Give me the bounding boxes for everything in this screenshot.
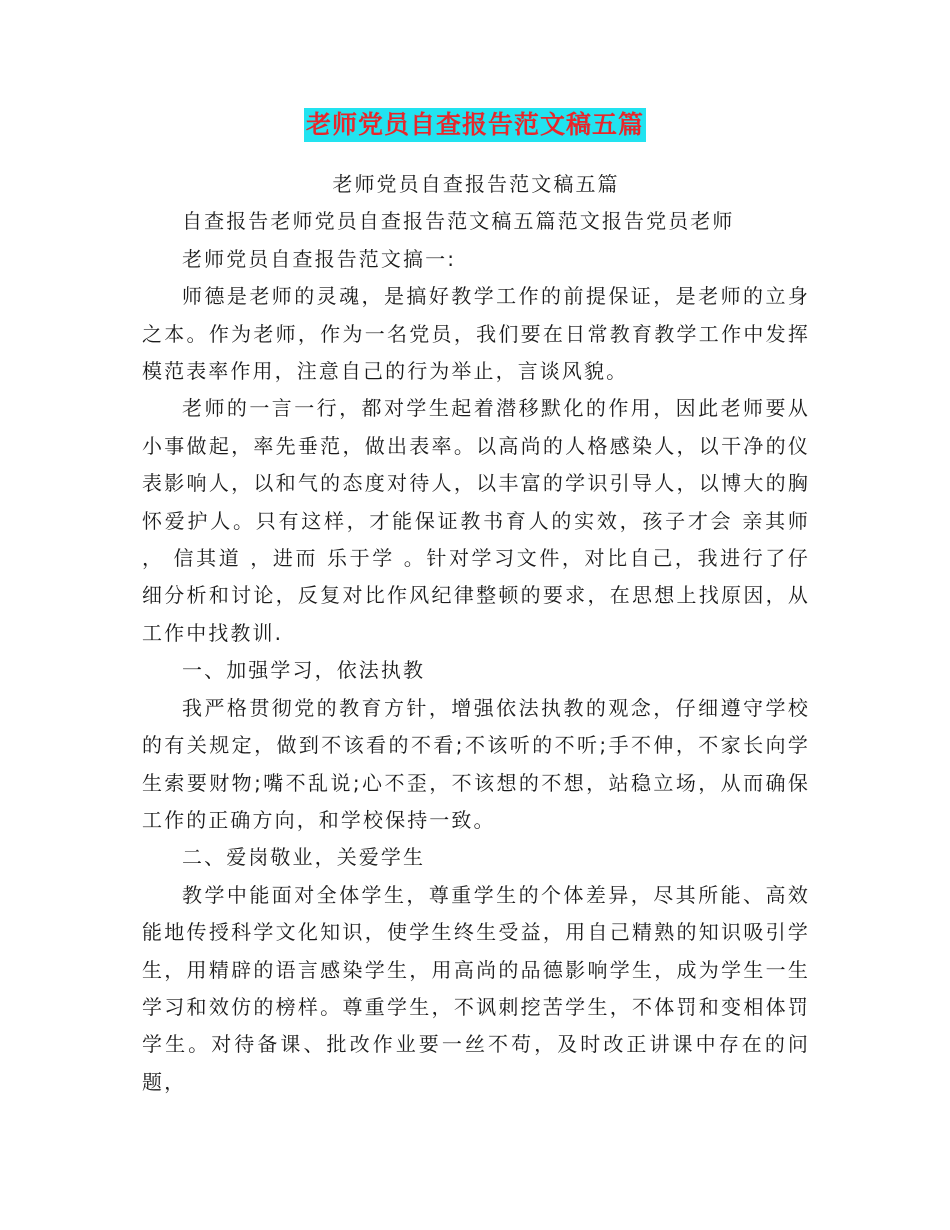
section-heading: 二、爱岗敬业，关爱学生 — [182, 845, 426, 870]
keywords-paragraph: 自查报告老师党员自查报告范文稿五篇范文报告党员老师 — [182, 209, 735, 234]
body-paragraph: 教学中能面对全体学生，尊重学生的个体差异，尽其所能、高效能地传授科学文化知识，使学生终生受益，用自己精熟的知识吸引学生，用精辟的语言感染学生，用高尚的品德影响学生，成为学生一生学习和效仿的榜样。尊重学生，不讽刺挖苦学生，不体罚和变相体罚学生。对待备课、批改作业要一丝不苟，及时改正讲课中存在的问题， — [142, 882, 810, 1094]
section-heading: 一、加强学习，依法执教 — [182, 658, 426, 683]
title-container — [0, 108, 950, 142]
subtitle-paragraph: 老师党员自查报告范文稿五篇 — [332, 172, 620, 196]
body-paragraph: 我严格贯彻党的教育方针，增强依法执教的观念，仔细遵守学校的有关规定，做到不该看的不看;不该听的不听;手不伸，不家长向学生索要财物;嘴不乱说;心不歪，不该想的不想，站稳立场，从而确保工作的正确方向，和学校保持一致。 — [142, 695, 810, 832]
body-paragraph: 师德是老师的灵魂，是搞好教学工作的前提保证，是老师的立身之本。作为老师，作为一名党员，我们要在日常教育教学工作中发挥模范表率作用，注意自己的行为举止，言谈风貌。 — [142, 284, 810, 384]
document-body — [142, 166, 810, 1101]
body-paragraph: 老师的一言一行，都对学生起着潜移默化的作用，因此老师要从小事做起，率先垂范，做出表率。以高尚的人格感染人，以干净的仪表影响人，以和气的态度对待人，以丰富的学识引导人，以博大的胸怀爱护人。只有这样，才能保证教书育人的实效，孩子才会 亲其师 ， 信其道 ，进而 乐于学 。针对学习文件，对比自己，我进行了仔细分析和讨论，反复对比作风纪律整顿的要求，在思想上找原因，从工作中找教训. — [142, 396, 810, 645]
document-title: 老师党员自查报告范文稿五篇 — [304, 108, 646, 142]
section-heading: 老师党员自查报告范文搞一: — [182, 246, 457, 271]
